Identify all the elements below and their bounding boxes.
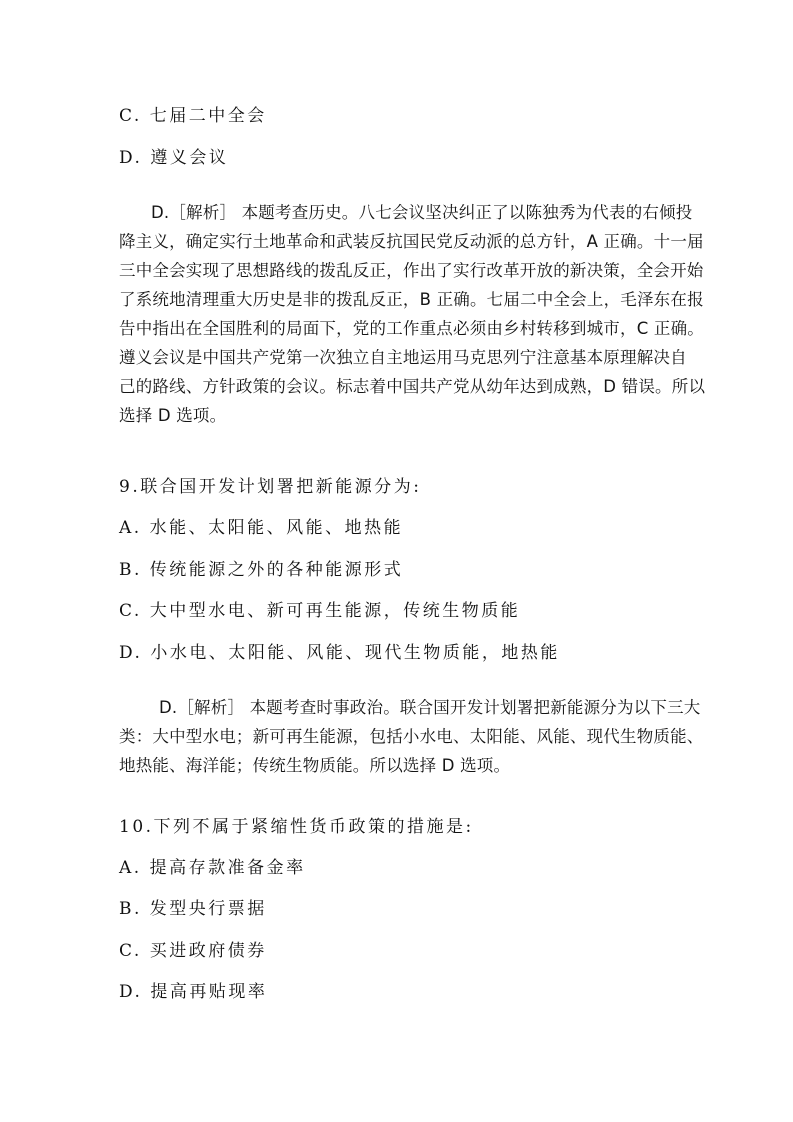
q9-option-c: C. 大中型水电、新可再生能源，传统生物质能 <box>119 601 521 621</box>
q8-analysis-line: 三中全会实现了思想路线的拨乱反正，作出了实行改革开放的新决策，全会开始 <box>119 261 704 280</box>
q8-analysis-line: 了系统地清理重大历史是非的拨乱反正，B 正确。七届二中全会上，毛泽东在报 <box>119 290 704 309</box>
q9-option-b: B. 传统能源之外的各种能源形式 <box>119 560 404 580</box>
q10-question: 10.下列不属于紧缩性货币政策的措施是: <box>119 817 474 837</box>
q9-option-a: A. 水能、太阳能、风能、地热能 <box>119 518 404 538</box>
q8-analysis-line: 遵义会议是中国共产党第一次独立自主地运用马克思列宁注意基本原理解决自 <box>119 348 687 367</box>
q9-analysis-line: D.［解析］ 本题考查时事政治。联合国开发计划署把新能源分为以下三大 <box>159 698 701 717</box>
q9-analysis-line: 地热能、海洋能；传统生物质能。所以选择 D 选项。 <box>119 756 511 775</box>
q8-option-c: C. 七届二中全会 <box>119 106 267 126</box>
q10-option-b: B. 发型央行票据 <box>119 899 267 919</box>
q9-analysis-line: 类：大中型水电；新可再生能源，包括小水电、太阳能、风能、现代生物质能、 <box>119 727 704 746</box>
q9-analysis <box>119 693 704 780</box>
q8-analysis-line: 己的路线、方针政策的会议。标志着中国共产党从幼年达到成熟，D 错误。所以 <box>119 377 706 396</box>
q8-option-d: D. 遵义会议 <box>119 148 229 168</box>
q10-option-a: A. 提高存款准备金率 <box>119 858 306 878</box>
q10-option-d: D. 提高再贴现率 <box>119 982 268 1002</box>
q8-analysis-line: D.［解析］ 本题考查历史。八七会议坚决纠正了以陈独秀为代表的右倾投 <box>151 203 693 222</box>
q8-analysis-line: 选择 D 选项。 <box>119 406 227 425</box>
q9-option-d: D. 小水电、太阳能、风能、现代生物质能，地热能 <box>119 643 560 663</box>
q8-analysis-line: 告中指出在全国胜利的局面下，党的工作重点必须由乡村转移到城市，C 正确。 <box>119 319 704 338</box>
q8-analysis-line: 降主义，确定实行土地革命和武装反抗国民党反动派的总方针，A 正确。十一届 <box>119 232 704 251</box>
q10-option-c: C. 买进政府债券 <box>119 941 267 961</box>
q9-question: 9.联合国开发计划署把新能源分为: <box>119 477 422 497</box>
q8-analysis <box>119 198 706 430</box>
